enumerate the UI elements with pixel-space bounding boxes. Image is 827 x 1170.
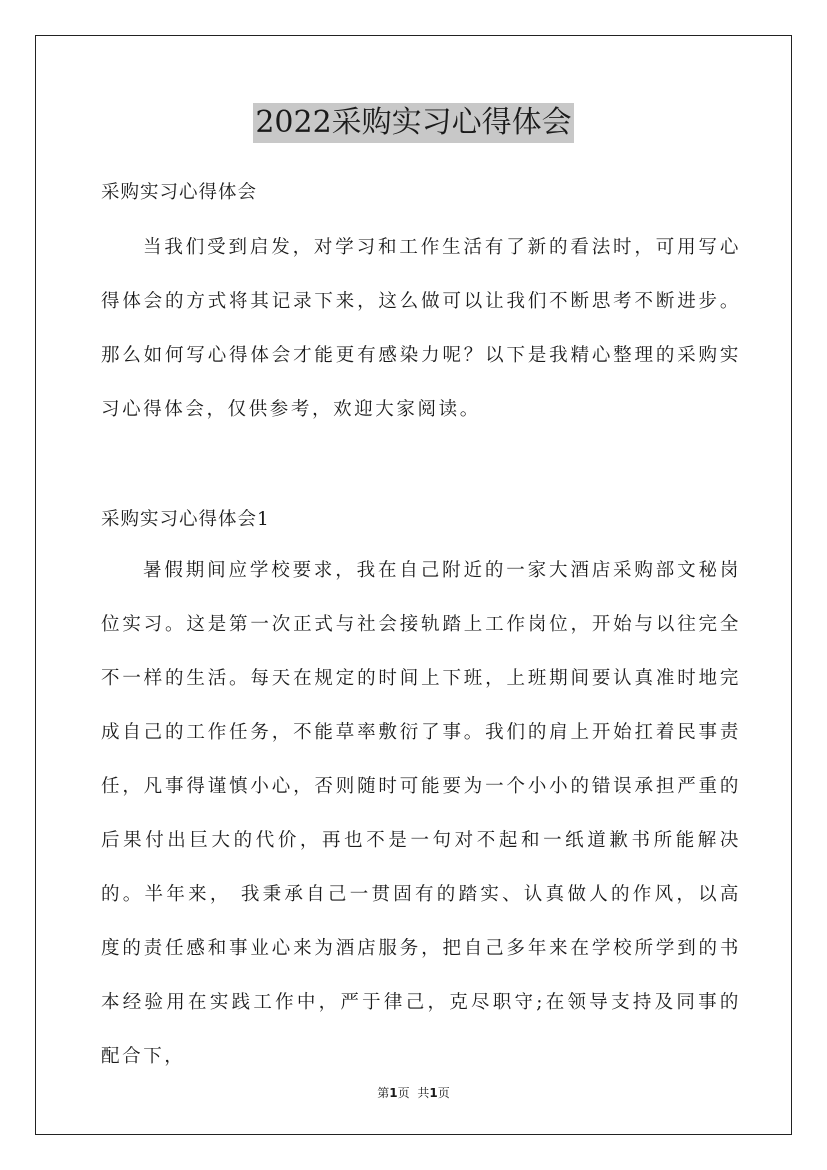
document-title-wrapper [0,103,827,143]
paragraph-intro: 当我们受到启发，对学习和工作生活有了新的看法时，可用写心得体会的方式将其记录下来，这么做可以让我们不断思考不断进步。那么如何写心得体会才能更有感染力呢？以下是我精心整理的采购实习心得体会，仅供参考，欢迎大家阅读。 [101,237,741,420]
footer-total-prefix: 共 [417,1086,430,1100]
footer-total-suffix: 页 [437,1086,450,1100]
paragraph-1: 暑假期间应学校要求，我在自己附近的一家大酒店采购部文秘岗位实习。这是第一次正式与社会接轨踏上工作岗位，开始与以往完全不一样的生活。每天在规定的时间上下班，上班期间要认真准时地完成自己的工作任务，不能草率敷衍了事。我们的肩上开始扛着民事责任，凡事得谨慎小心，否则随时可能要为一个小小的错误承担严重的后果付出巨大的代价，再也不是一句对不起和一纸道歉书所能解决的。半年来， 我秉承自己一贯固有的踏实、认真做人的作风，以高度的责任感和事业心来为酒店服务，把自己多年来在学校所学到的书本经验用在实践工作中，严于律己，克尽职守;在领导支持及同事的配合下， [101,560,741,1067]
document-title: 2022采购实习心得体会 [253,103,573,143]
section-heading-1: 采购实习心得体会1 [101,509,270,530]
page-footer [0,1085,827,1101]
footer-total-pages: 1 [429,1086,438,1100]
footer-page-suffix: 页 [397,1086,410,1100]
section-heading-intro: 采购实习心得体会 [101,182,258,203]
footer-page-prefix: 第 [377,1086,390,1100]
footer-page-number: 1 [389,1086,398,1100]
